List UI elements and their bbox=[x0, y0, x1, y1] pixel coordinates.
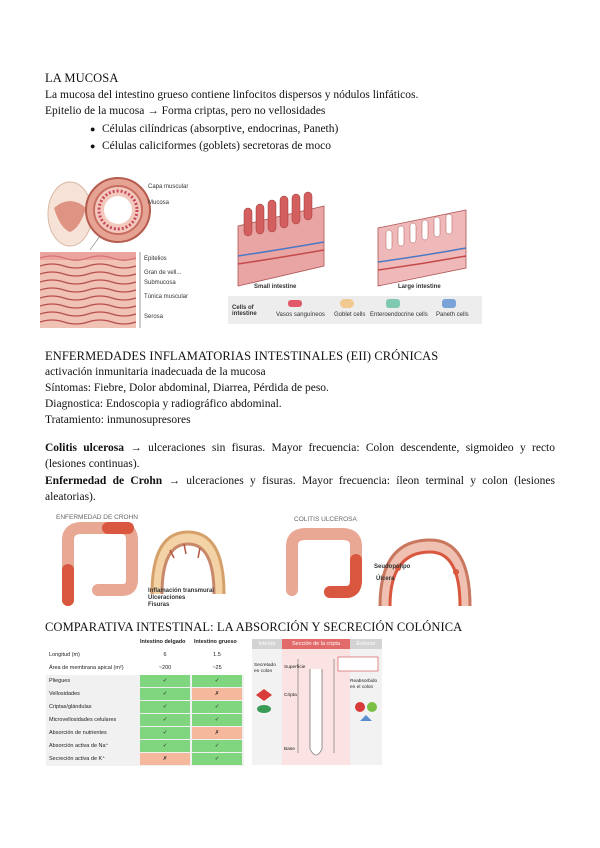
fig1-label-gran: Gran de vell... bbox=[144, 270, 182, 276]
fig1-label-mucosa: Mucosa bbox=[148, 200, 170, 206]
eii-line: Diagnostica: Endoscopia y radiográfico abdominal. bbox=[45, 398, 282, 410]
table-header-row bbox=[46, 637, 244, 649]
colitis-paragraph bbox=[45, 440, 555, 472]
colitis-label-seudopolipo: Seudopólipo bbox=[374, 564, 411, 570]
table-cell-label: Longitud (m) bbox=[49, 652, 80, 658]
crypt-header-interior: Interior bbox=[252, 639, 282, 649]
figure-intestinal-wall bbox=[40, 174, 240, 328]
check-icon: ✓ bbox=[192, 701, 242, 713]
fig1-label-serosa: Serosa bbox=[144, 314, 164, 320]
fig1-small-intestine-label: Small intestine bbox=[254, 284, 297, 290]
crohn-term: Enfermedad de Crohn bbox=[45, 475, 163, 487]
goblet-cell-icon bbox=[340, 299, 354, 308]
table-cell-value: ~25 bbox=[212, 665, 222, 671]
check-icon: ✓ bbox=[140, 688, 190, 700]
fig1-legend-item: Paneth cells bbox=[436, 312, 469, 318]
fig1-legend-item: Enteroendocrine cells bbox=[370, 312, 428, 318]
enteroendocrine-cell-icon bbox=[386, 299, 400, 308]
bullet-text: Células cilíndricas (absorptive, endocrinas, Paneth) bbox=[102, 123, 339, 135]
section-title-mucosa: LA MUCOSA bbox=[45, 71, 119, 85]
table-cell-value: ~200 bbox=[158, 665, 172, 671]
fig1-label-muscular-layer: Túnica muscular bbox=[144, 294, 189, 300]
table-cell-label: Secreción activa de K⁺ bbox=[49, 756, 106, 762]
check-icon: ✓ bbox=[140, 675, 190, 687]
check-icon: ✓ bbox=[192, 740, 242, 752]
fig1-label-muscular: Capa muscular bbox=[148, 184, 189, 190]
cross-icon: ✗ bbox=[140, 753, 190, 765]
colitis-term: Colitis ulcerosa bbox=[45, 442, 124, 454]
check-icon: ✓ bbox=[140, 740, 190, 752]
table-cell-label: Absorción activa de Na⁺ bbox=[49, 743, 109, 749]
table-cell-value: 6 bbox=[163, 652, 167, 658]
crypt-header-seccion: Sección de la cripta bbox=[282, 639, 350, 649]
check-icon: ✓ bbox=[192, 675, 242, 687]
fig1-legend-item: Vasos sanguíneos bbox=[276, 312, 325, 318]
crohn-paragraph bbox=[45, 473, 555, 505]
fig1-large-intestine-label: Large intestine bbox=[398, 284, 441, 290]
check-icon: ✓ bbox=[140, 714, 190, 726]
fig1-label-submucosa: Submucosa bbox=[144, 280, 176, 286]
blood-vessel-icon bbox=[288, 300, 302, 307]
table-row bbox=[46, 649, 244, 663]
table-header-small: Intestino delgado bbox=[140, 639, 186, 645]
crohn-label-ulceraciones: Ulceraciones bbox=[148, 595, 186, 601]
mucosa-line-1: La mucosa del intestino grueso contiene linfocitos dispersos y nódulos linfáticos. bbox=[45, 89, 419, 101]
fig1-legend bbox=[228, 296, 482, 324]
bullet-item bbox=[90, 138, 331, 154]
table-row bbox=[46, 675, 244, 689]
crypt-label-superficie: Superficie bbox=[284, 665, 306, 670]
cross-icon: ✗ bbox=[192, 727, 242, 739]
check-icon: ✓ bbox=[140, 701, 190, 713]
crypt-label-reabsorbido: Reabsorbido en el colon bbox=[350, 679, 378, 690]
check-icon: ✓ bbox=[192, 714, 242, 726]
table-row bbox=[46, 753, 244, 767]
crypt-label-secretado: Secretado en colon bbox=[254, 663, 276, 674]
table-cell-label: Criptas/glándulas bbox=[49, 704, 92, 710]
table-cell-label: Microvellosidades celulares bbox=[49, 717, 117, 723]
crohn-label-inflamacion: Inflamación transmural bbox=[148, 588, 215, 594]
bullet-item bbox=[90, 121, 338, 137]
figure-small-vs-large bbox=[228, 186, 482, 326]
table-row bbox=[46, 727, 244, 741]
eii-line: Tratamiento: inmunosupresores bbox=[45, 414, 191, 426]
table-cell-label: Área de membrana apical (m²) bbox=[49, 665, 124, 671]
cross-icon: ✗ bbox=[192, 688, 242, 700]
check-icon: ✓ bbox=[192, 753, 242, 765]
fig1-label-epitelios: Epitelios bbox=[144, 256, 167, 262]
section-title-eii: ENFERMEDADES INFLAMATORIAS INTESTINALES (EII) CRÓNICAS bbox=[45, 349, 439, 363]
colitis-figure-title: COLITIS ULCEROSA bbox=[294, 516, 357, 523]
table-row bbox=[46, 662, 244, 676]
crypt-label-cripta: Cripta bbox=[284, 693, 297, 698]
crypt-header-exterior: Exterior bbox=[350, 639, 382, 649]
paneth-cell-icon bbox=[442, 299, 456, 308]
fig1-legend-item: Goblet cells bbox=[334, 312, 366, 318]
comparison-table bbox=[46, 637, 244, 767]
table-cell-label: Pliegues bbox=[49, 678, 71, 684]
table-row bbox=[46, 701, 244, 715]
crypt-diagram bbox=[252, 639, 382, 765]
crohn-label-fisuras: Fisuras bbox=[148, 602, 170, 608]
crohn-description: → ulceraciones y fisuras. Mayor frecuencia: íleon terminal y colon (lesiones aleatorias). bbox=[45, 475, 555, 503]
eii-line: activación inmunitaria inadecuada de la mucosa bbox=[45, 366, 266, 378]
fig1-legend-title: Cells of intestine bbox=[232, 305, 257, 317]
section-title-comparativa: COMPARATIVA INTESTINAL: LA ABSORCIÓN Y SECRECIÓN COLÓNICA bbox=[45, 620, 463, 634]
table-cell-label: Vellosidades bbox=[49, 691, 80, 697]
figure-colitis bbox=[280, 510, 474, 610]
table-header-large: Intestino grueso bbox=[194, 639, 237, 645]
eii-line: Síntomas: Fiebre, Dolor abdominal, Diarrea, Pérdida de peso. bbox=[45, 382, 329, 394]
table-cell-value: 1.5 bbox=[213, 652, 221, 658]
table-row bbox=[46, 714, 244, 728]
crypt-label-base: Base bbox=[284, 747, 295, 752]
bullet-text: Células caliciformes (goblets) secretoras de moco bbox=[102, 140, 331, 152]
bullet-dot-icon: ● bbox=[90, 141, 96, 151]
bullet-dot-icon: ● bbox=[90, 124, 96, 134]
figure-crohn bbox=[48, 510, 238, 612]
table-row bbox=[46, 740, 244, 754]
colitis-description: → ulceraciones sin fisuras. Mayor frecuencia: Colon descendente, sigmoideo y recto (lesiones continuas). bbox=[45, 442, 556, 470]
colitis-label-ulcera: Úlcera bbox=[376, 576, 395, 582]
check-icon: ✓ bbox=[140, 727, 190, 739]
mucosa-line-2: Epitelio de la mucosa → Forma criptas, pero no vellosidades bbox=[45, 105, 326, 117]
table-cell-label: Absorción de nutrientes bbox=[49, 730, 107, 736]
crohn-figure-title: ENFERMEDAD DE CROHN bbox=[56, 514, 138, 521]
table-row bbox=[46, 688, 244, 702]
